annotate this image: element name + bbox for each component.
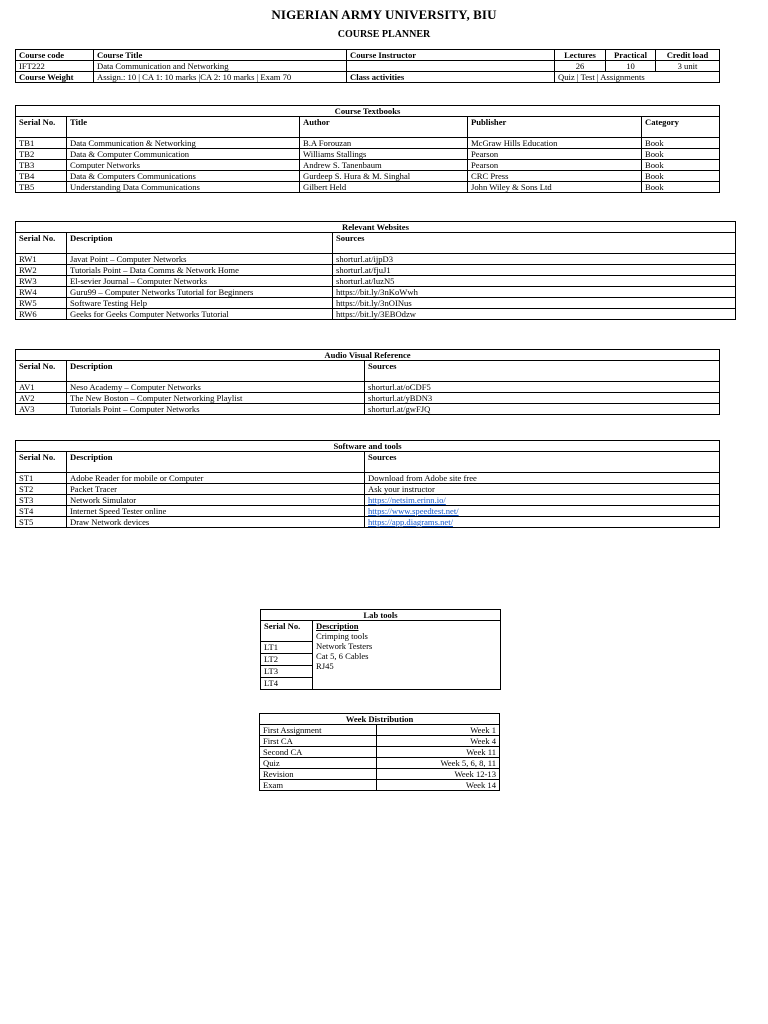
course-info-table xyxy=(15,49,720,83)
websites-header-description: Description xyxy=(67,233,333,254)
websites-header-row xyxy=(16,233,736,254)
software-description: Network Simulator xyxy=(67,495,365,506)
software-description: Draw Network devices xyxy=(67,517,365,528)
website-serial: RW5 xyxy=(16,298,67,309)
lab-tool-serial: LT3 xyxy=(261,666,313,678)
software-header-description: Description xyxy=(67,452,365,473)
audio-visual-source: shorturl.at/gwFJQ xyxy=(365,404,720,415)
table-row xyxy=(16,393,720,404)
lectures-label: Lectures xyxy=(555,50,606,61)
table-row xyxy=(16,309,736,320)
textbook-category: Book xyxy=(642,171,720,182)
software-source: Download from Adobe site free xyxy=(365,473,720,484)
textbook-category: Book xyxy=(642,160,720,171)
audio-visual-serial: AV2 xyxy=(16,393,67,404)
table-row xyxy=(260,747,500,758)
table-row xyxy=(260,780,500,791)
textbook-title: Data Communication & Networking xyxy=(67,138,300,149)
audio-visual-source: shorturl.at/yBDN3 xyxy=(365,393,720,404)
website-source: shorturl.at/ijpD3 xyxy=(333,254,736,265)
table-row xyxy=(260,769,500,780)
table-row xyxy=(16,171,720,182)
website-description: Tutorials Point – Data Comms & Network Home xyxy=(67,265,333,276)
table-row xyxy=(16,265,736,276)
software-serial: ST4 xyxy=(16,506,67,517)
textbooks-header-author: Author xyxy=(300,117,468,138)
textbook-serial: TB3 xyxy=(16,160,67,171)
software-serial: ST3 xyxy=(16,495,67,506)
assessment-name: Exam xyxy=(260,780,377,791)
audio-visual-header-description: Description xyxy=(67,361,365,382)
table-row xyxy=(16,276,736,287)
audio-visual-serial: AV3 xyxy=(16,404,67,415)
course-info-header-row xyxy=(16,50,720,61)
software-source: Ask your instructor xyxy=(365,484,720,495)
week-distribution-caption: Week Distribution xyxy=(260,714,500,725)
website-serial: RW1 xyxy=(16,254,67,265)
textbook-category: Book xyxy=(642,182,720,193)
table-row xyxy=(16,287,736,298)
course-weight-row xyxy=(16,72,720,83)
textbook-serial: TB4 xyxy=(16,171,67,182)
table-row xyxy=(16,506,720,517)
website-serial: RW2 xyxy=(16,265,67,276)
textbook-category: Book xyxy=(642,138,720,149)
audio-visual-serial: AV1 xyxy=(16,382,67,393)
lab-tool-serial: LT4 xyxy=(261,678,313,690)
table-row xyxy=(16,138,720,149)
textbook-category: Book xyxy=(642,149,720,160)
website-description: Guru99 – Computer Networks Tutorial for Beginners xyxy=(67,287,333,298)
university-title: NIGERIAN ARMY UNIVERSITY, BIU xyxy=(271,7,497,22)
assessment-week: Week 12-13 xyxy=(377,769,500,780)
website-description: Software Testing Help xyxy=(67,298,333,309)
course-instructor-value xyxy=(347,61,555,72)
software-source-link[interactable] xyxy=(365,506,720,517)
website-source: shorturl.at/luzN5 xyxy=(333,276,736,287)
table-row xyxy=(16,382,720,393)
audio-visual-source: shorturl.at/oCDF5 xyxy=(365,382,720,393)
table-row xyxy=(16,473,720,484)
lab-tools-table xyxy=(260,609,501,690)
practical-label: Practical xyxy=(606,50,656,61)
textbook-author: Gurdeep S. Hura & M. Singhal xyxy=(300,171,468,182)
course-code-label: Course code xyxy=(16,50,94,61)
course-weight-value: Assign.: 10 | CA 1: 10 marks |CA 2: 10 marks | Exam 70 xyxy=(94,72,347,83)
textbooks-header-serial: Serial No. xyxy=(16,117,67,138)
textbook-publisher: Pearson xyxy=(468,149,642,160)
website-serial: RW3 xyxy=(16,276,67,287)
lab-tool-serial: LT2 xyxy=(261,654,313,666)
assessment-name: Quiz xyxy=(260,758,377,769)
textbook-serial: TB5 xyxy=(16,182,67,193)
software-table xyxy=(15,440,720,528)
software-serial: ST1 xyxy=(16,473,67,484)
table-row xyxy=(16,182,720,193)
textbook-author: Gilbert Held xyxy=(300,182,468,193)
textbook-author: Andrew S. Tanenbaum xyxy=(300,160,468,171)
assessment-name: First CA xyxy=(260,736,377,747)
assessment-week: Week 11 xyxy=(377,747,500,758)
table-row xyxy=(16,484,720,495)
table-row xyxy=(260,725,500,736)
class-activities-value: Quiz | Test | Assignments xyxy=(555,72,720,83)
website-description: El-sevier Journal – Computer Networks xyxy=(67,276,333,287)
website-description: Geeks for Geeks Computer Networks Tutorial xyxy=(67,309,333,320)
assessment-week: Week 1 xyxy=(377,725,500,736)
textbooks-header-publisher: Publisher xyxy=(468,117,642,138)
diagrams-link[interactable]: https://app.diagrams.net/ xyxy=(368,517,453,527)
websites-header-serial: Serial No. xyxy=(16,233,67,254)
textbook-serial: TB1 xyxy=(16,138,67,149)
audio-visual-header-sources: Sources xyxy=(365,361,720,382)
website-source: https://bit.ly/3nOINus xyxy=(333,298,736,309)
netsim-link[interactable]: https://netsim.erinn.io/ xyxy=(368,495,446,505)
credit-load-label: Credit load xyxy=(656,50,720,61)
table-row xyxy=(260,736,500,747)
website-source: shorturl.at/fjuJ1 xyxy=(333,265,736,276)
textbook-title: Data & Computers Communications xyxy=(67,171,300,182)
table-row xyxy=(16,160,720,171)
textbooks-header-category: Category xyxy=(642,117,720,138)
lab-tools-description-cell xyxy=(313,621,501,690)
audio-visual-description: The New Boston – Computer Networking Playlist xyxy=(67,393,365,404)
website-serial: RW6 xyxy=(16,309,67,320)
textbooks-header-row xyxy=(16,117,720,138)
lab-tool-serial: LT1 xyxy=(261,642,313,654)
websites-header-sources: Sources xyxy=(333,233,736,254)
audio-visual-table xyxy=(15,349,720,415)
document-title: COURSE PLANNER xyxy=(337,29,431,40)
speedtest-link[interactable]: https://www.speedtest.net/ xyxy=(368,506,459,516)
textbook-publisher: McGraw Hills Education xyxy=(468,138,642,149)
course-info-value-row xyxy=(16,61,720,72)
table-row xyxy=(16,149,720,160)
software-description: Adobe Reader for mobile or Computer xyxy=(67,473,365,484)
course-weight-label: Course Weight xyxy=(16,72,94,83)
software-header-row xyxy=(16,452,720,473)
week-distribution-table xyxy=(259,713,500,791)
audio-visual-caption: Audio Visual Reference xyxy=(16,350,720,361)
lab-tool-description: Cat 5, 6 Cables xyxy=(316,651,369,661)
software-serial: ST2 xyxy=(16,484,67,495)
practical-value: 10 xyxy=(606,61,656,72)
class-activities-label: Class activities xyxy=(347,72,555,83)
textbooks-table xyxy=(15,105,720,193)
audio-visual-description: Neso Academy – Computer Networks xyxy=(67,382,365,393)
textbook-publisher: CRC Press xyxy=(468,171,642,182)
course-instructor-label: Course Instructor xyxy=(347,50,555,61)
website-serial: RW4 xyxy=(16,287,67,298)
textbook-publisher: John Wiley & Sons Ltd xyxy=(468,182,642,193)
table-row xyxy=(260,758,500,769)
software-header-serial: Serial No. xyxy=(16,452,67,473)
textbook-author: Williams Stallings xyxy=(300,149,468,160)
table-row xyxy=(16,298,736,309)
assessment-week: Week 14 xyxy=(377,780,500,791)
software-source-link[interactable] xyxy=(365,495,720,506)
assessment-name: Revision xyxy=(260,769,377,780)
software-source-link[interactable] xyxy=(365,517,720,528)
lectures-value: 26 xyxy=(555,61,606,72)
table-row xyxy=(16,404,720,415)
software-description: Packet Tracer xyxy=(67,484,365,495)
lab-tools-header-serial: Serial No. xyxy=(261,621,313,642)
textbooks-caption: Course Textbooks xyxy=(16,106,720,117)
textbook-serial: TB2 xyxy=(16,149,67,160)
software-caption: Software and tools xyxy=(16,441,720,452)
software-description: Internet Speed Tester online xyxy=(67,506,365,517)
assessment-week: Week 5, 6, 8, 11 xyxy=(377,758,500,769)
course-code-value: IFT222 xyxy=(16,61,94,72)
textbook-title: Understanding Data Communications xyxy=(67,182,300,193)
audio-visual-description: Tutorials Point – Computer Networks xyxy=(67,404,365,415)
textbooks-header-title: Title xyxy=(67,117,300,138)
software-serial: ST5 xyxy=(16,517,67,528)
lab-tools-caption: Lab tools xyxy=(261,610,501,621)
lab-tool-description: Crimping tools xyxy=(316,631,368,641)
website-source: https://bit.ly/3EBOdzw xyxy=(333,309,736,320)
websites-table xyxy=(15,221,736,320)
websites-caption: Relevant Websites xyxy=(16,222,736,233)
textbook-title: Data & Computer Communication xyxy=(67,149,300,160)
software-header-sources: Sources xyxy=(365,452,720,473)
table-row xyxy=(16,517,720,528)
audio-visual-header-serial: Serial No. xyxy=(16,361,67,382)
credit-load-value: 3 unit xyxy=(656,61,720,72)
audio-visual-header-row xyxy=(16,361,720,382)
website-description: Javat Point – Computer Networks xyxy=(67,254,333,265)
course-title-label: Course Title xyxy=(94,50,347,61)
lab-tools-header-description: Description xyxy=(316,621,359,631)
website-source: https://bit.ly/3nKoWwh xyxy=(333,287,736,298)
assessment-name: Second CA xyxy=(260,747,377,758)
textbook-author: B.A Forouzan xyxy=(300,138,468,149)
table-row xyxy=(16,495,720,506)
lab-tool-description: Network Testers xyxy=(316,641,373,651)
assessment-name: First Assignment xyxy=(260,725,377,736)
assessment-week: Week 4 xyxy=(377,736,500,747)
lab-tool-description: RJ45 xyxy=(316,661,334,671)
textbook-publisher: Pearson xyxy=(468,160,642,171)
textbook-title: Computer Networks xyxy=(67,160,300,171)
table-row xyxy=(16,254,736,265)
course-title-value: Data Communication and Networking xyxy=(94,61,347,72)
